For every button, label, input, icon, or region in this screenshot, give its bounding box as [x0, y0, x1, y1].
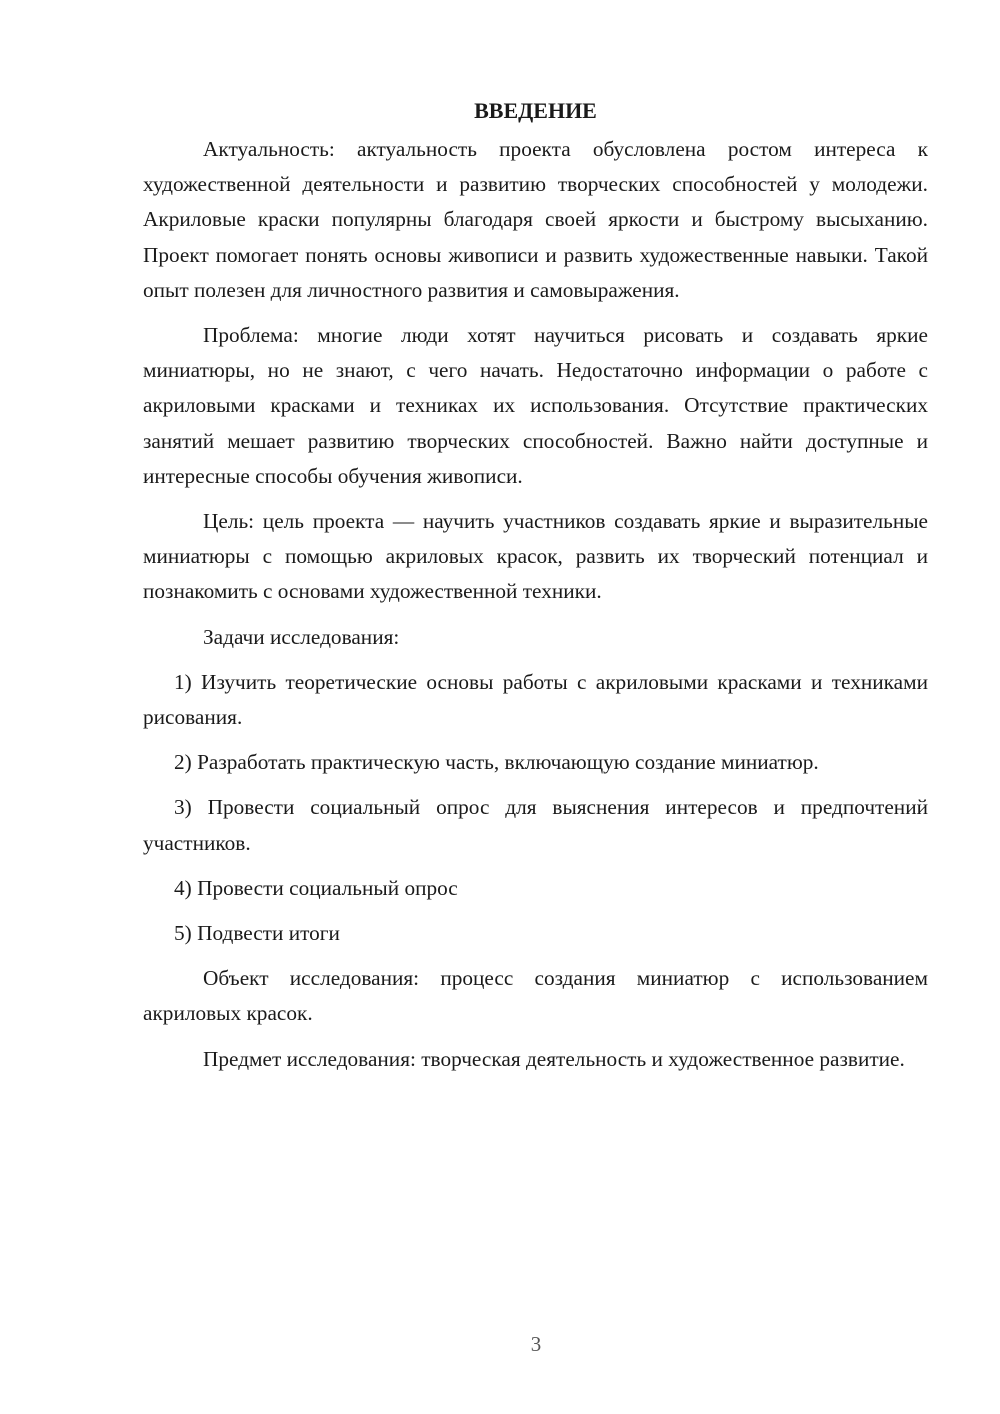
page-title: ВВЕДЕНИЕ: [474, 98, 597, 123]
paragraph-object: Объект исследования: процесс создания миниатюр с использованием акриловых красок.: [143, 966, 928, 1026]
paragraph-problem: Проблема: многие люди хотят научиться рисовать и создавать яркие миниатюры, но не знают, с чего начать. Недостаточно информации о работе с акриловыми красками и техниках их использования. Отсутствие практических занятий мешает развитию творческих способностей. Важно найти доступные и интересные способы обучения живописи.: [143, 323, 928, 488]
list-item: 2) Разработать практическую часть, включающую создание миниатюр.: [174, 750, 819, 775]
list-item: 1) Изучить теоретические основы работы с акриловыми красками и техниками рисования.: [143, 669, 928, 730]
page-number: 3: [530, 1332, 542, 1356]
paragraph-tasks-heading: Задачи исследования:: [203, 624, 400, 649]
paragraph-goal: Цель: цель проекта — научить участников создавать яркие и выразительные миниатюры с помощью акриловых красок, развить их творческий потенциал и познакомить с основами художественной техники.: [143, 509, 928, 604]
list-item: 5) Подвести итоги: [174, 921, 340, 946]
paragraph-subject: Предмет исследования: творческая деятельность и художественное развитие.: [203, 1046, 905, 1071]
paragraph-relevance: Актуальность: актуальность проекта обусловлена ростом интереса к художественной деятельности и развитию творческих способностей у молодежи. Акриловые краски популярны благодаря своей яркости и быстрому высыханию. Проект помогает понять основы живописи и развить художественные навыки. Такой опыт полезен для личностного развития и самовыражения.: [143, 137, 928, 302]
list-item: 4) Провести социальный опрос: [174, 875, 458, 900]
document-page: [143, 93, 928, 1087]
tasks-list: [143, 665, 928, 951]
list-item: 3) Провести социальный опрос для выяснения интересов и предпочтений участников.: [143, 795, 928, 855]
